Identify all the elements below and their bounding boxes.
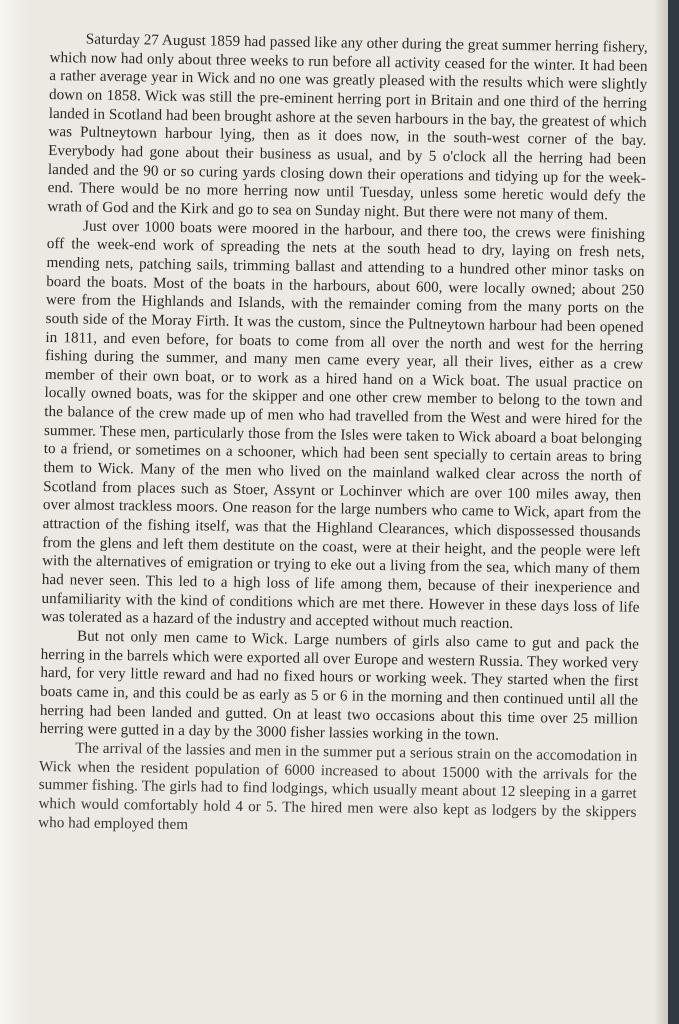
paragraph-4: The arrival of the lassies and men in the summer put a serious strain on the accomodation in Wick when the resident population of 6000 increased to about 15000 with the arrivals for the summer fishing. The girls had to find lodgings, which usually meant about 12 sleeping in a garret which would comfortably hold 4 or 5. The hired men were also kept as lodgers by the skippers who had employed them: [38, 740, 638, 833]
page-edge-shadow: [654, 0, 668, 1024]
paragraph-2: Just over 1000 boats were moored in the harbour, and there too, the crews were finishing off the week-end work of spreading the nets at the south head to dry, laying on fresh nets, mending nets, patching sails, trimming ballast and attending to a hundred other minor tasks on board the boats. Most of the boats in the harbours, about 600, were locally owned; about 250 were from the Highlands and Islands, with the remainder coming from the many ports on the south side of the Moray Firth. It was the custom, since the Pultneytown harbour had been opened in 1811, and even before, for boats to come from all over the north and west for the herring fishing during the summer, and many men came every year, all their lives, either as a crew member of their own boat, or to work as a hired hand on a Wick boat. The usual practice on locally owned boats, was for the skipper and one other crew member to belong to the town and the balance of the crew made up of men who had travelled from the West and were hired for the summer. These men, particularly those from the Isles were taken to Wick aboard a boat belonging to a friend, or sometimes on a schooner, which had been sent specially to certain areas to bring them to Wick. Many of the men who lived on the mainland walked clear across the north of Scotland from places such as Stoer, Assynt or Lochinver which are over 100 miles away, then over almost trackless moors. One reason for the large numbers who came to Wick, apart from the attraction of the fishing itself, was that the Highland Clearances, which dispossessed thousands from the glens and left them destitute on the coast, were at their height, and the people were left with the alternatives of emigration or trying to eke out a living from the sea, which many of them had never seen. This led to a high loss of life among them, because of their inexperience and unfamiliarity with the kind of conditions which are met there. However in these days loss of life was tolerated as a hazard of the industry and accepted without much reaction.: [41, 218, 646, 633]
paragraph-1: Saturday 27 August 1859 had passed like any other during the great summer herring fishery, which now had only about three weeks to run before all activity ceased for the winter. It had been a rather average year in Wick and no one was greatly pleased with the results which were slightly down on 1858. Wick was still the pre-eminent herring port in Britain and one third of the herring landed in Scotland had been brought ashore at the seven harbours in the bay, the greatest of which was Pultneytown harbour lying, then as it does now, in the south-west corner of the bay. Everybody had gone about their business as usual, and by 5 o'clock all the herring had been landed and the 90 or so curing yards closing down their operations and tidying up for the week-end. There would be no more herring now until Tuesday, unless some heretic would defy the wrath of God and the Kirk and go to sea on Sunday night. But there were not many of them.: [47, 31, 648, 224]
body-text: [38, 30, 648, 841]
paragraph-3: But not only men came to Wick. Large numbers of girls also came to gut and pack the herring in the barrels which were exported all over Europe and western Russia. They worked very hard, for very little reward and had no fixed hours or working week. They started when the first boats came in, and this could be as early as 5 or 6 in the morning and then continued until all the herring had been landed and gutted. On at least two occasions about this time over 25 million herring were gutted in a day by the 3000 fisher lassies working in the town.: [39, 628, 640, 745]
page-gutter-highlight: [0, 0, 30, 1024]
